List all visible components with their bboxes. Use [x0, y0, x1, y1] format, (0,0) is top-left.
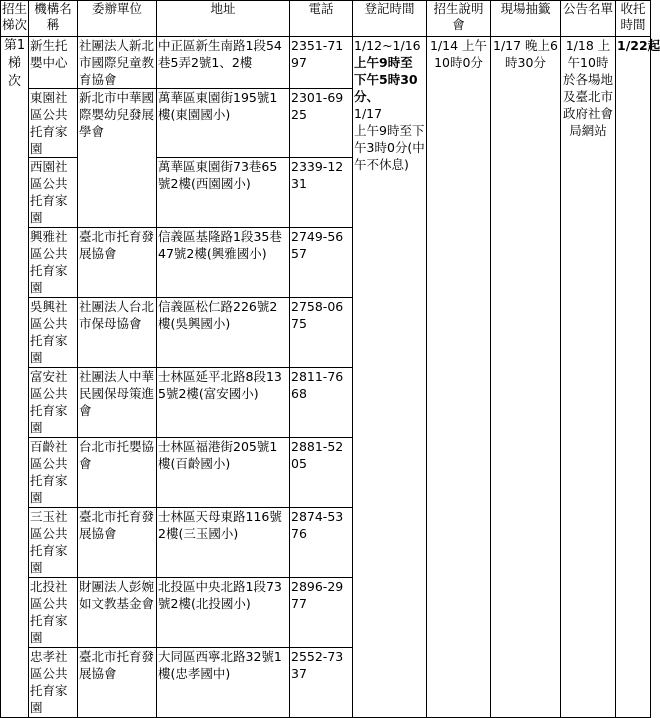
facility-phone: 2749-5657 [290, 228, 353, 298]
facility-org: 社團法人中華民國保母策進會 [78, 368, 157, 438]
facility-address: 中正區新生南路1段54巷5弄2號1、2樓 [157, 37, 290, 89]
announce-time-cell: 1/18 上午10時於各場地及臺北市政府社會局網站 [561, 37, 616, 718]
facility-org: 社團法人新北市國際兒童教育協會 [78, 37, 157, 89]
facility-phone: 2881-5205 [290, 438, 353, 508]
facility-name: 西園社區公共托育家園 [29, 158, 78, 228]
facility-org: 臺北市托育發展協會 [78, 508, 157, 578]
header-address: 地址 [157, 1, 290, 37]
facility-name: 三玉社區公共托育家園 [29, 508, 78, 578]
table-row [1, 37, 651, 89]
header-phone: 電話 [290, 1, 353, 37]
facility-phone: 2896-2977 [290, 578, 353, 648]
facility-phone: 2552-7337 [290, 648, 353, 718]
facility-org: 臺北市托育發展協會 [78, 648, 157, 718]
collect-time-cell: 1/22起 [616, 37, 651, 718]
facility-name: 東園社區公共托育家園 [29, 89, 78, 158]
facility-name: 新生托嬰中心 [29, 37, 78, 89]
table-header-row [1, 1, 651, 37]
facility-address: 士林區福港街205號1樓(百齡國小) [157, 438, 290, 508]
facility-address: 信義區松仁路226號2樓(吳興國小) [157, 298, 290, 368]
header-announce: 公告名單 [561, 1, 616, 37]
facility-org: 財團法人彭婉如文教基金會 [78, 578, 157, 648]
facility-phone: 2811-7668 [290, 368, 353, 438]
facility-address: 萬華區東園街195號1樓(東園國小) [157, 89, 290, 158]
facility-name: 興雅社區公共托育家園 [29, 228, 78, 298]
facility-phone: 2758-0675 [290, 298, 353, 368]
batch-cell: 第1梯次 [1, 37, 29, 718]
header-briefing: 招生說明會 [427, 1, 491, 37]
facility-address: 士林區延平北路8段135號2樓(富安國小) [157, 368, 290, 438]
facility-phone: 2339-1231 [290, 158, 353, 228]
facility-org: 社團法人台北市保母協會 [78, 298, 157, 368]
header-lottery: 現場抽籤 [491, 1, 561, 37]
header-register: 登記時間 [353, 1, 427, 37]
facility-address: 北投區中央北路1段73號2樓(北投國小) [157, 578, 290, 648]
facility-org: 臺北市托育發展協會 [78, 228, 157, 298]
header-name: 機構名稱 [29, 1, 78, 37]
register-line1: 上午9時至下午5時30分、 [354, 55, 418, 104]
facility-address: 萬華區東園街73巷65號2樓(西園國小) [157, 158, 290, 228]
facility-address: 士林區天母東路116號2樓(三玉國小) [157, 508, 290, 578]
facility-org: 台北市托嬰協會 [78, 438, 157, 508]
facility-name: 忠孝社區公共托育家園 [29, 648, 78, 718]
facility-name: 百齡社區公共托育家園 [29, 438, 78, 508]
register-line2: 上午9時至下午3時0分(中午不休息) [354, 123, 425, 172]
facility-address: 大同區西寧北路32號1樓(忠孝國中) [157, 648, 290, 718]
facility-name: 北投社區公共托育家園 [29, 578, 78, 648]
register-dates: 1/12~1/16 [354, 38, 421, 53]
facility-org: 新北市中華國際嬰幼兒發展學會 [78, 89, 157, 228]
facility-phone: 2874-5376 [290, 508, 353, 578]
header-collect: 收托時間 [616, 1, 651, 37]
facility-name: 富安社區公共托育家園 [29, 368, 78, 438]
briefing-time-cell: 1/14 上午10時0分 [427, 37, 491, 718]
lottery-time-cell: 1/17 晚上6時30分 [491, 37, 561, 718]
register-date2: 1/17 [354, 106, 383, 121]
header-batch: 招生梯次 [1, 1, 29, 37]
header-org: 委辦單位 [78, 1, 157, 37]
facility-phone: 2301-6925 [290, 89, 353, 158]
register-time-cell [353, 37, 427, 718]
facility-address: 信義區基隆路1段35巷47號2樓(興雅國小) [157, 228, 290, 298]
facility-phone: 2351-7197 [290, 37, 353, 89]
facility-name: 吳興社區公共托育家園 [29, 298, 78, 368]
